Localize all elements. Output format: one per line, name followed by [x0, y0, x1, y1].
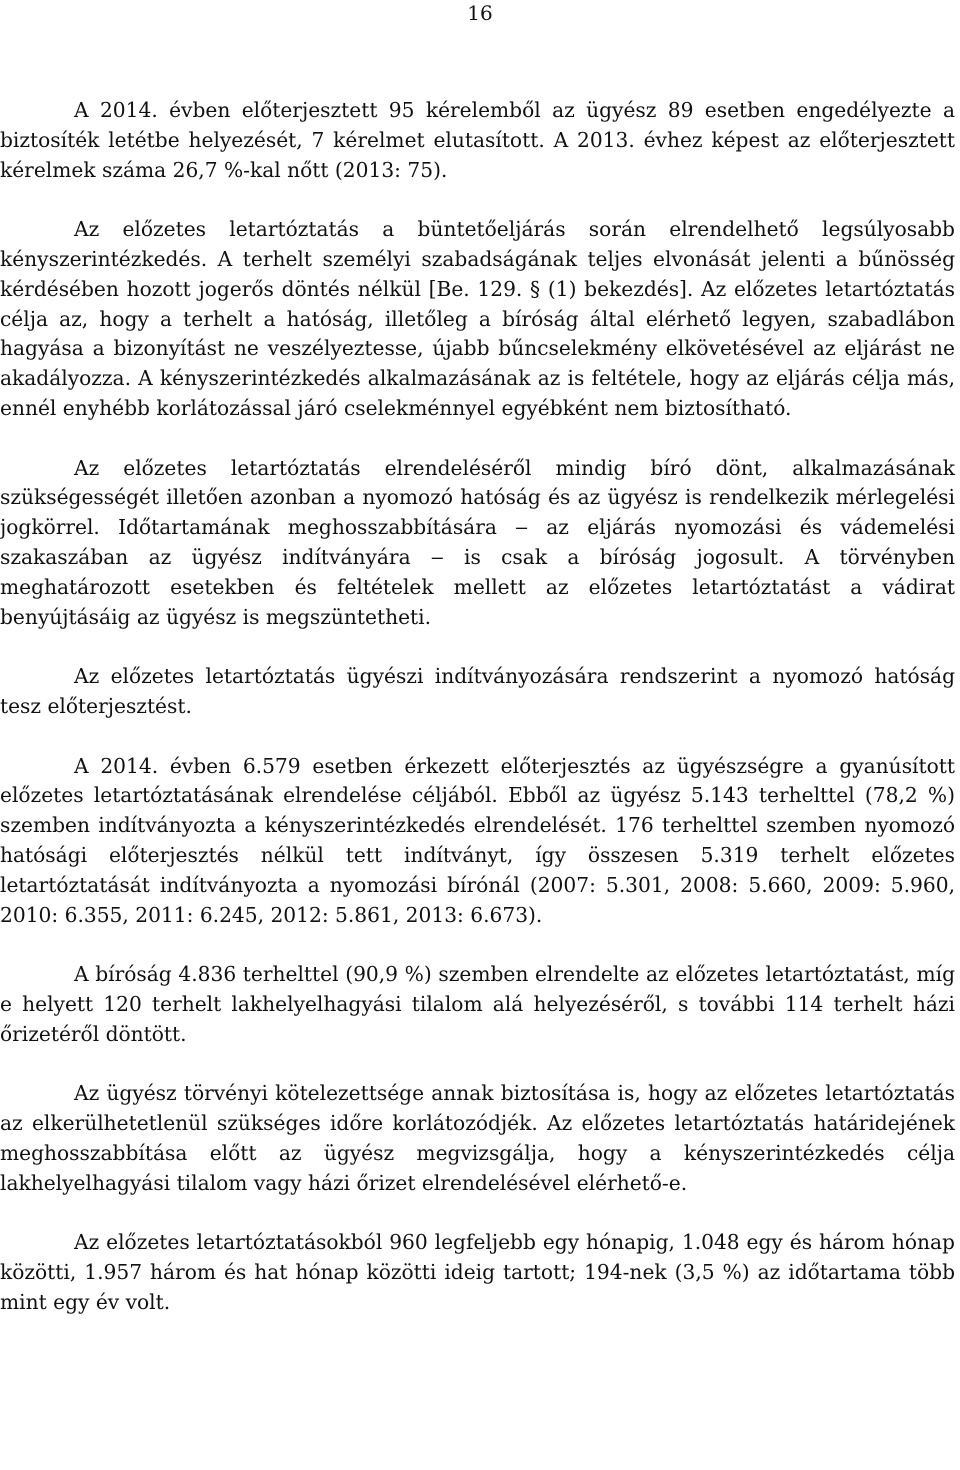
- paragraph-pretrial-detention-definition: Az előzetes letartóztatás a büntetőeljárás során elrendelhető legsúlyosabb kényszerintézkedés. A terhelt személyi szabadságának teljes elvonását jelenti a bűnösség kérdésében hozott jogerős döntés nélkül [Be. 129. § (1) bekezdés]. Az előzetes letartóztatás célja az, hogy a terhelt a hatóság, illetőleg a bíróság által elérhető legyen, szabadlábon hagyása a bizonyítást ne veszélyeztesse, újabb bűncselekmény elkövetésével az eljárást ne akadályozza. A kényszerintézkedés alkalmazásának az is feltétele, hogy az eljárás célja más, ennél enyhébb korlátozással járó cselekménnyel egyébként nem biztosítható.: [0, 217, 955, 420]
- paragraph-detention-durations: Az előzetes letartóztatásokból 960 legfeljebb egy hónapig, 1.048 egy és három hónap közötti, 1.957 három és hat hónap közötti ideig tartott; 194-nek (3,5 %) az időtartama több mint egy év volt.: [0, 1230, 955, 1314]
- paragraph-investigating-authority: Az előzetes letartóztatás ügyészi indítványozására rendszerint a nyomozó hatóság tesz előterjesztést.: [0, 664, 955, 718]
- paragraph-court-decisions: A bíróság 4.836 terhelttel (90,9 %) szemben elrendelte az előzetes letartóztatást, míg e helyett 120 terhelt lakhelyelhagyási tilalom alá helyezéséről, s további 114 terhelt házi őrizetéről döntött.: [0, 962, 955, 1046]
- document-body: [0, 96, 955, 1318]
- page-number: 16: [467, 1, 493, 25]
- paragraph-2014-statistics: A 2014. évben 6.579 esetben érkezett előterjesztés az ügyészségre a gyanúsított előzetes letartóztatásának elrendelése céljából. Ebből az ügyész 5.143 terhelttel (78,2 %) szemben indítványozta a kényszerintézkedés elrendelését. 176 terhelttel szemben nyomozó hatósági előterjesztés nélkül tett indítványt, így összesen 5.319 terhelt előzetes letartóztatását indítványozta a nyomozási bírónál (2007: 5.301, 2008: 5.660, 2009: 5.960, 2010: 6.355, 2011: 6.245, 2012: 5.861, 2013: 6.673).: [0, 753, 955, 927]
- paragraph-detention-ordering: Az előzetes letartóztatás elrendeléséről mindig bíró dönt, alkalmazásának szükségességét illetően azonban a nyomozó hatóság és az ügyész is rendelkezik mérlegelési jogkörrel. Időtartamának meghosszabbítására ‒ az eljárás nyomozási és vádemelési szakaszában az ügyész indítványára ‒ is csak a bíróság jogosult. A törvényben meghatározott esetekben és feltételek mellett az előzetes letartóztatást a vádirat benyújtásáig az ügyész is megszüntetheti.: [0, 455, 955, 629]
- paragraph-prosecutor-obligation: Az ügyész törvényi kötelezettsége annak biztosítása is, hogy az előzetes letartóztatás az elkerülhetetlenül szükséges időre korlátozódjék. Az előzetes letartóztatás határidejének meghosszabbítása előtt az ügyész megvizsgálja, hogy a kényszerintézkedés célja lakhelyelhagyási tilalom vagy házi őrizet elrendelésével elérhető-e.: [0, 1081, 955, 1195]
- paragraph-bail-requests: A 2014. évben előterjesztett 95 kérelemből az ügyész 89 esetben engedélyezte a biztosíték letétbe helyezését, 7 kérelmet elutasított. A 2013. évhez képest az előterjesztett kérelmek száma 26,7 %-kal nőtt (2013: 75).: [0, 98, 955, 182]
